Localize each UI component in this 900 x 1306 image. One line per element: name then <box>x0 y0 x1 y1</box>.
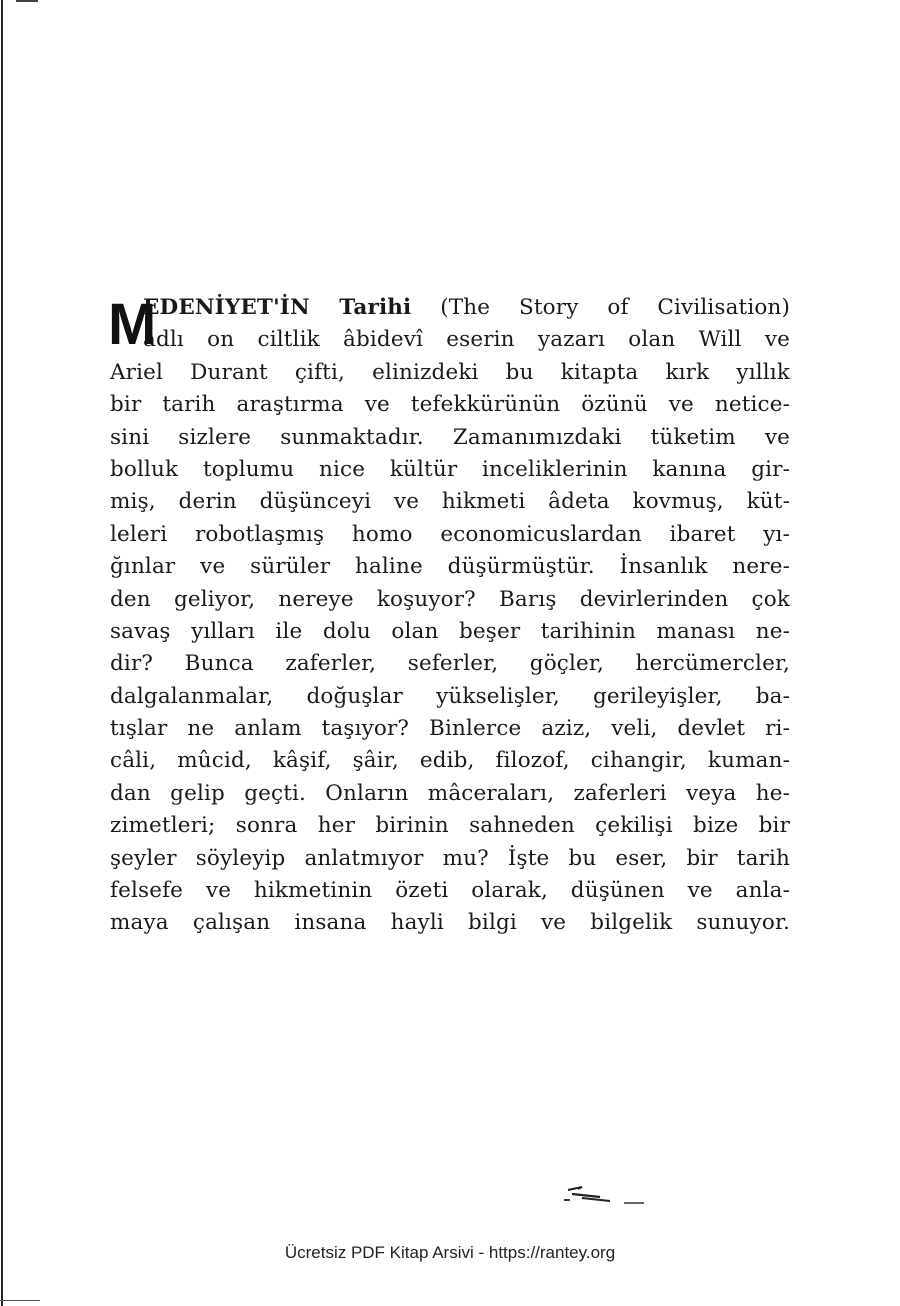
text-line-2: adlı on ciltlik âbidevî eserin yazarı olan Will ve <box>143 327 790 353</box>
text-line-5: sini sizlere sunmaktadır. Zamanımızdaki tüketim ve <box>110 424 790 450</box>
top-edge-mark <box>16 0 38 2</box>
text-line-10: den geliyor, nereye koşuyor? Barış devirlerinden çok <box>110 586 790 612</box>
text-line-11: savaş yılları ile dolu olan beşer tarihinin manası ne- <box>110 618 790 644</box>
text-line-9: ğınlar ve sürüler haline düşürmüştür. İnsanlık nere- <box>110 554 790 580</box>
text-line-14: tışlar ne anlam taşıyor? Binlerce aziz, veli, devlet ri- <box>110 716 790 742</box>
drop-cap-letter: M <box>108 292 157 357</box>
text-line-7: miş, derin düşünceyi ve hikmeti âdeta kovmuş, küt- <box>110 489 790 515</box>
text-line-19: felsefe ve hikmetinin özeti olarak, düşünen ve anla- <box>110 878 790 904</box>
book-title-bold: EDENİYET'İN Tarihi <box>143 295 412 320</box>
page-edge-line <box>1 0 3 1306</box>
publisher-ornament-icon <box>560 1180 650 1210</box>
bottom-edge-mark <box>0 1300 40 1301</box>
text-line-17: zimetleri; sonra her birinin sahneden çekilişi bize bir <box>110 813 790 839</box>
text-line-12: dir? Bunca zaferler, seferler, göçler, hercümercler, <box>110 651 790 677</box>
footer-text: Ücretsiz PDF Kitap Arsivi - https://rantey.org <box>284 1243 616 1262</box>
text-line-15: câli, mûcid, kâşif, şâir, edib, filozof, cihangir, kuman- <box>110 748 790 774</box>
text-line-20: maya çalışan insana hayli bilgi ve bilgelik sunuyor. <box>110 910 790 936</box>
back-cover-text <box>110 292 790 940</box>
footer-watermark <box>0 1243 900 1263</box>
text-line-18: şeyler söyleyip anlatmıyor mu? İşte bu eser, bir tarih <box>110 845 790 871</box>
text-line-4: bir tarih araştırma ve tefekkürünün özünü ve netice- <box>110 392 790 418</box>
text-line-6: bolluk toplumu nice kültür inceliklerinin kanına gir- <box>110 456 790 482</box>
text-line-13: dalgalanmalar, doğuşlar yükselişler, gerileyişler, ba- <box>110 683 790 709</box>
text-line-16: dan gelip geçti. Onların mâceraları, zaferleri veya he- <box>110 780 790 806</box>
book-title-original: (The Story of Civilisation) <box>411 295 791 320</box>
text-line-1 <box>110 292 790 324</box>
text-line-3: Ariel Durant çifti, elinizdeki bu kitapta kırk yıllık <box>110 359 790 385</box>
text-line-8: leleri robotlaşmış homo economicuslardan ibaret yı- <box>110 521 790 547</box>
